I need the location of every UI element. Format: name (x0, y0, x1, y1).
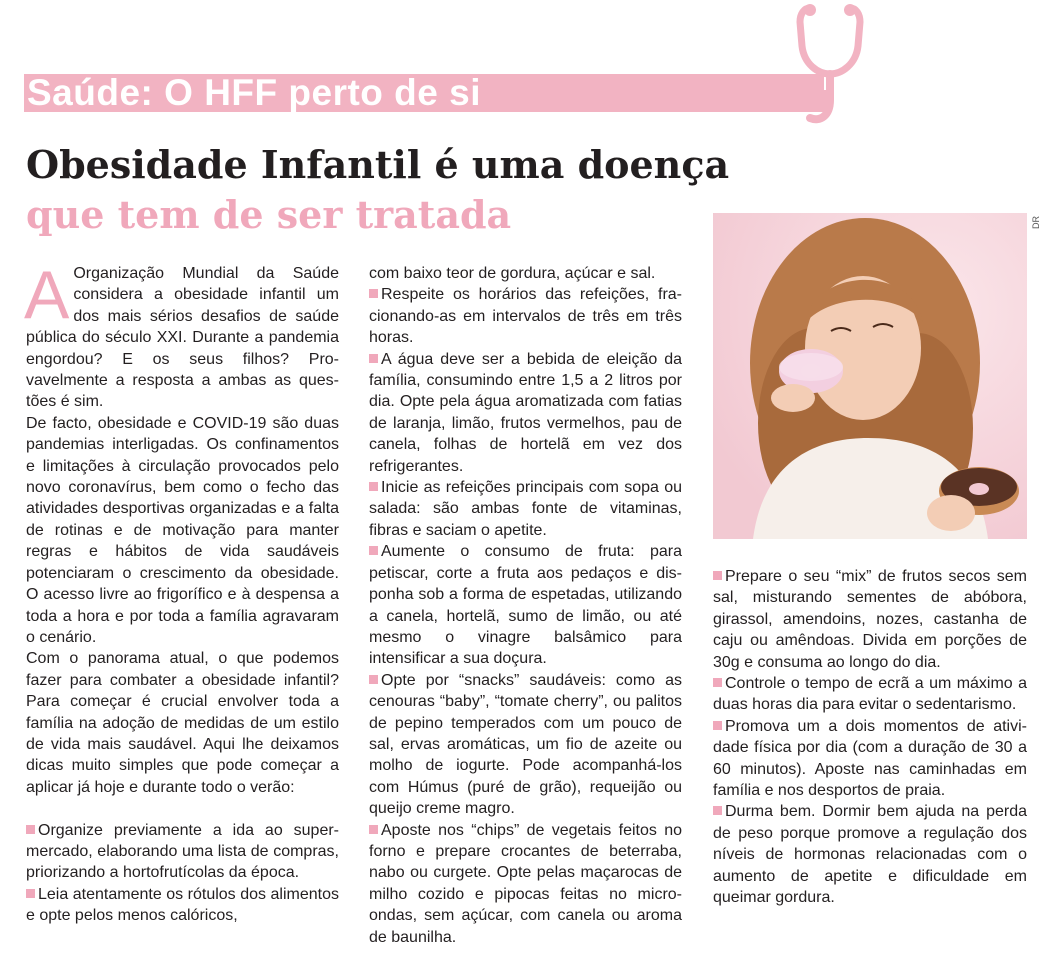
bullet-square-icon (26, 889, 35, 898)
section-title: Saúde: O HFF perto de si (27, 72, 481, 113)
photo-credit: DR (1031, 216, 1041, 229)
article-column-1 (24, 257, 339, 927)
paragraph: com baixo teor de gordura, açúcar e sal. (369, 265, 656, 282)
tip-item: Prepare o seu “mix” de frutos secos sem sal, misturando sementes de abóbora, girassol, amendoins, nozes, castanha de caju ou amêndoas. Divida em porções de 30g e consuma ao longo do dia. (713, 568, 1027, 671)
bullet-square-icon (713, 571, 722, 580)
bullet-square-icon (713, 721, 722, 730)
headline-line-1: Obesidade Infantil é uma doença (26, 142, 730, 187)
bullet-square-icon (369, 289, 378, 298)
tip-item: Opte por “snacks” saudáveis: como as cenouras “baby”, “tomate cherry”, ou palitos de pepino temperados com um pouco de sal, ervas aromáticas, um fio de azeite ou molho de iogurte. Pode acompanhá-los com Húmus (puré de grão), requeijão ou queijo creme magro. (369, 671, 682, 818)
article-photo (713, 213, 1027, 539)
bullet-square-icon (369, 354, 378, 363)
stethoscope-icon (780, 0, 900, 130)
tip-item: Respeite os horários das refeições, fracionando-as em intervalos de três em três horas. (369, 286, 682, 347)
bullet-square-icon (26, 825, 35, 834)
tip-item: Promova um a dois momentos de atividade física por dia (com a duração de 30 a 60 minutos). Aposte nas caminhadas em família e nos desportos de praia. (713, 717, 1027, 800)
headline (26, 140, 729, 240)
girl-eating-donut-image (713, 213, 1027, 539)
tip-item: Inicie as refeições principais com sopa ou salada: são ambas fonte de vitaminas, fibras e saciam o apetite. (369, 479, 682, 539)
bullet-square-icon (369, 482, 378, 491)
tip-item: Durma bem. Dormir bem ajuda na perda de peso porque promove a regulação dos níveis de hormonas relacionadas com o aumento de apetite e dificuldade em queimar gordura. (713, 803, 1027, 907)
bullet-square-icon (713, 806, 722, 815)
tip-item: A água deve ser a bebida de eleição da família, consumindo entre 1,5 a 2 litros por dia. Opte pela água aromatizada com fatias de laranja, limão, frutos vermelhos, pau de canela, folhas de hortelã em vez dos refrigerantes. (369, 350, 682, 475)
tip-item: Controle o tempo de ecrã a um máximo a duas horas dia para evitar o sedentarismo. (713, 675, 1027, 714)
paragraph: Com o panorama atual, o que podemos fazer para combater a obesidade infantil? Para começar é crucial envolver toda a família na adoção de medidas de um estilo de vida mais saudável. Aqui lhe deixamos dicas muito simples que pode começar a aplicar já hoje e durante todo o verão: (26, 650, 339, 796)
article-column-3 (713, 566, 1027, 909)
paragraph: De facto, obesidade e COVID-19 são duas pandemias interligadas. Os confinamentos e limitações à circulação provocados pelo novo coronavírus, bem como o fecho das atividades desportivas organizadas e a falta de rotinas e de motivação para manter regras e hábitos de vida saudáveis potenciaram o crescimento da obesidade. O acesso livre ao frigorífico e à despensa a toda a hora e por toda a família agravaram o cenário. (26, 414, 339, 646)
bullet-square-icon (369, 675, 378, 684)
headline-line-2: que tem de ser tratada (26, 192, 512, 237)
tip-item: Aposte nos “chips” de vegetais feitos no forno e prepare crocantes de beterraba, nabo ou curgete. Opte pelas maçarocas de milho cozido e pipocas feitas no micro-ondas, sem açúcar, com canela ou aroma de baunilha. (369, 821, 682, 946)
intro-paragraph: A Organização Mundial da Saúde considera a obesidade infantil um dos mais sérios desafios de saúde pública do século XXI. Durante a pandemia engordou? E os seus filhos? Provavelmente a resposta a ambas as questões é sim. (24, 257, 339, 411)
tip-item: Aumente o consumo de fruta: para petiscar, corte a fruta aos pedaços e disponha sob a forma de espetadas, utilizando a canela, hortelã, sumo de limão, ou até mesmo o vinagre balsâmico para intensificar a sua doçura. (369, 543, 682, 668)
tip-item: Leia atentamente os rótulos dos alimentos e opte pelos menos calóricos, (26, 885, 339, 925)
tip-item: Organize previamente a ida ao supermercado, elaborando uma lista de compras, priorizando a hortofrutícolas da época. (26, 821, 339, 882)
article-column-2 (369, 263, 682, 948)
bullet-square-icon (369, 825, 378, 834)
bullet-square-icon (713, 678, 722, 687)
bullet-square-icon (369, 546, 378, 555)
drop-cap: A (24, 257, 70, 333)
